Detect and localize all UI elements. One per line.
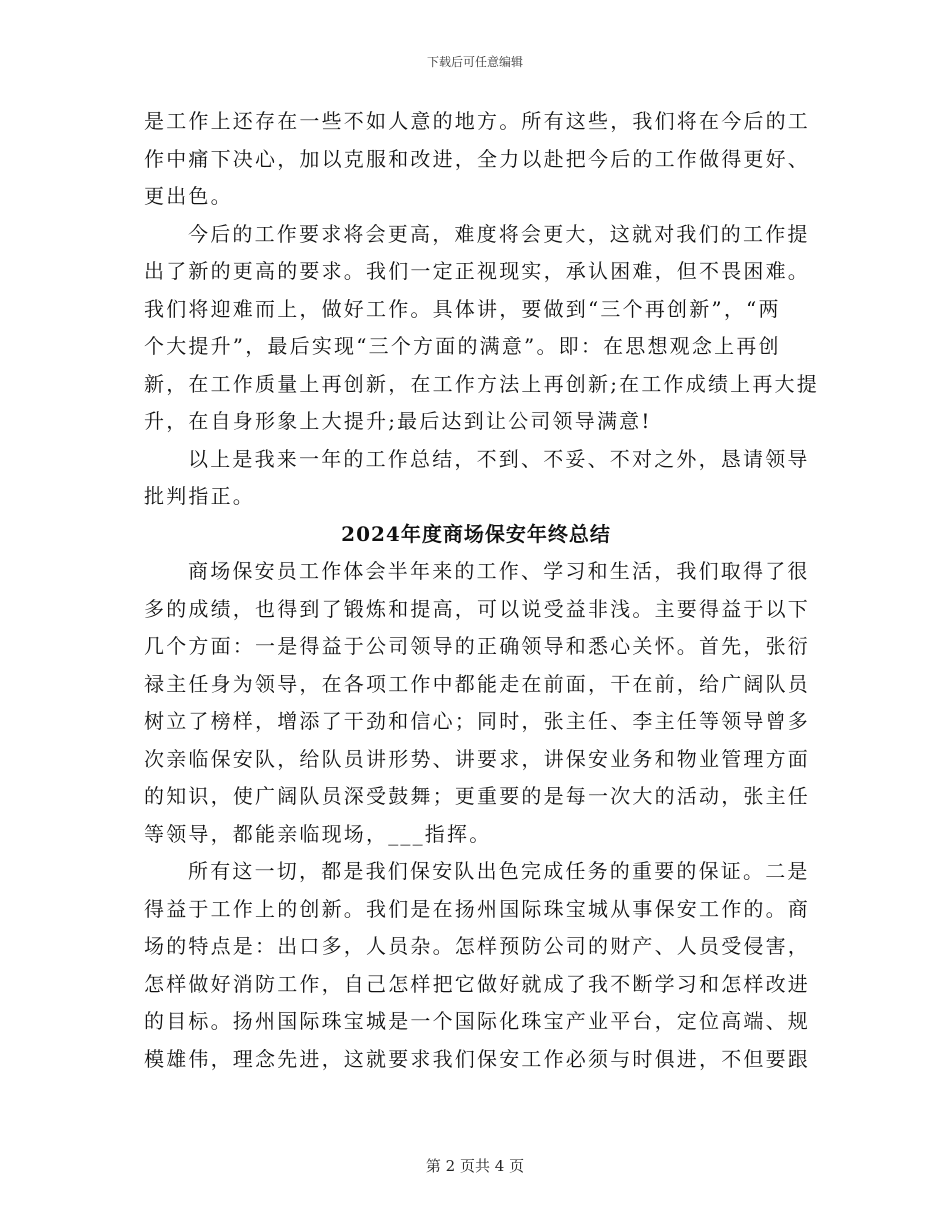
page-header: 下载后可任意编辑	[426, 55, 523, 69]
body-text-before-title	[144, 103, 819, 516]
text-line: 的目标。扬州国际珠宝城是一个国际化珠宝产业平台，定位高端、规	[144, 1009, 810, 1033]
text-line: 批判指正。	[144, 484, 255, 508]
text-line: 商场保安员工作体会半年来的工作、学习和生活，我们取得了很	[188, 559, 810, 583]
section-title: 2024年度商场保安年终总结	[341, 521, 611, 546]
text-line: 作中痛下决心，加以克服和改进，全力以赴把今后的工作做得更好、	[144, 146, 810, 171]
text-line: 怎样做好消防工作，自己怎样把它做好就成了我不断学习和怎样改进	[144, 971, 810, 996]
text-line: 个大提升”，最后实现“三个方面的满意”。即：在思想观念上再创	[144, 334, 781, 358]
text-line: 新，在工作质量上再创新，在工作方法上再创新;在工作成绩上再大提	[144, 371, 819, 396]
text-line: 升，在自身形象上大提升;最后达到让公司领导满意!	[144, 409, 652, 433]
body-text-after-title	[144, 553, 808, 1078]
text-line: 我们将迎难而上，做好工作。具体讲，要做到“三个再创新”，“两	[144, 296, 781, 321]
text-line: 的知识，使广阔队员深受鼓舞；更重要的是每一次大的活动，张主任	[144, 784, 810, 808]
text-line: 次亲临保安队，给队员讲形势、讲要求，讲保安业务和物业管理方面	[144, 746, 810, 771]
text-line: 禄主任身为领导，在各项工作中都能走在前面，干在前，给广阔队员	[144, 671, 810, 696]
text-line: 出了新的更高的要求。我们一定正视现实，承认困难，但不畏困难。	[144, 259, 810, 283]
text-line: 场的特点是：出口多，人员杂。怎样预防公司的财产、人员受侵害，	[144, 934, 810, 958]
page-footer: 第 2 页共 4 页	[425, 1157, 525, 1175]
text-line: 树立了榜样，增添了干劲和信心；同时，张主任、李主任等领导曾多	[144, 709, 810, 733]
text-line: 等领导，都能亲临现场，___指挥。	[144, 821, 492, 846]
text-line: 得益于工作上的创新。我们是在扬州国际珠宝城从事保安工作的。商	[144, 896, 810, 921]
text-line: 是工作上还存在一些不如人意的地方。所有这些，我们将在今后的工	[144, 109, 810, 133]
text-line: 以上是我来一年的工作总结，不到、不妥、不对之外，恳请领导	[188, 446, 810, 471]
text-line: 多的成绩，也得到了锻炼和提高，可以说受益非浅。主要得益于以下	[144, 596, 810, 621]
text-line: 所有这一切，都是我们保安队出色完成任务的重要的保证。二是	[188, 859, 810, 883]
text-line: 几个方面：一是得益于公司领导的正确领导和悉心关怀。首先，张衍	[144, 634, 810, 658]
document-body	[144, 103, 819, 1078]
text-line: 今后的工作要求将会更高，难度将会更大，这就对我们的工作提	[188, 221, 810, 246]
text-line: 模雄伟，理念先进，这就要求我们保安工作必须与时俱进，不但要跟	[144, 1046, 810, 1071]
text-line: 更出色。	[144, 184, 233, 208]
